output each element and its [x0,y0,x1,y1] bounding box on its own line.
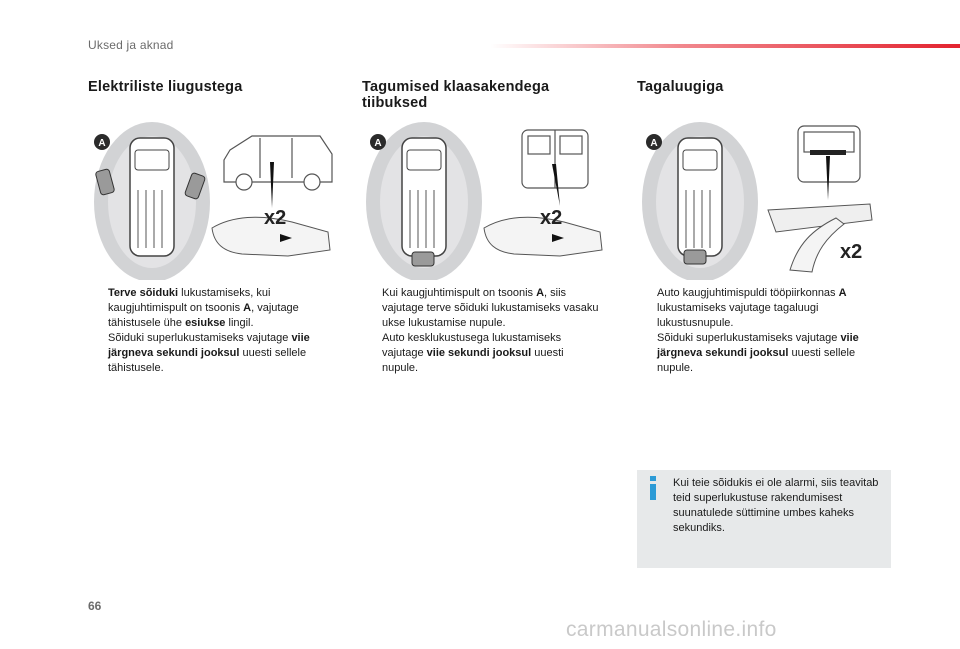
body-text: Kui kaugjuhtimispult on tsoonis [382,287,537,299]
body-text: uuesti sellele tähistusele. [108,347,307,374]
svg-text:A: A [374,138,382,149]
section-header-title: Uksed ja aknad [88,38,174,52]
info-note-text: Kui teie sõidukis ei ole alarmi, siis teavitab teid superlukustuse rakendumisest suunatulede süttimine umbes kaheks sekundiks. [673,477,879,534]
instruction-item [637,286,887,331]
press-count-label: x2 [264,207,287,229]
illustration-tailgate [640,120,890,280]
body-text: Auto kesklukustusega lukustamiseks vajutage [382,332,562,359]
emphasis-text: viie sekundi jooksul [426,347,532,359]
emphasis-text: Terve sõiduki [108,287,179,299]
body-text: uuesti nupule. [382,347,564,374]
instructions-sliding-doors [88,286,338,376]
emphasis-text: A [838,287,847,299]
instruction-item [362,331,602,376]
info-note [637,470,891,568]
instruction-item [637,331,887,376]
body-text: lingil. [225,317,254,329]
body-text: uuesti sellele nupule. [657,347,856,374]
column-title-tailgate: Tagaluugiga [637,79,724,95]
zone-label: A [98,138,106,149]
emphasis-text: viie järgneva sekundi jooksul [108,332,310,359]
instructions-tailgate [637,286,887,376]
body-text: , vajutage tähistusele ühe [108,302,299,329]
body-text: Sõiduki superlukustamiseks vajutage [108,332,292,344]
instruction-item [88,286,338,331]
header-accent-bar [490,44,960,48]
svg-text:x2: x2 [840,241,863,263]
instruction-item [362,286,602,331]
svg-text:A: A [650,138,658,149]
body-text: , siis vajutage terve sõiduki lukustamiseks vasaku ukse lukustamise nupule. [382,287,599,329]
watermark: carmanualsonline.info [566,618,777,641]
illustration-rear-doors [364,120,614,280]
emphasis-text: viie järgneva sekundi jooksul [657,332,859,359]
svg-text:x2: x2 [540,207,563,229]
body-text: Auto kaugjuhtimispuldi tööpiirkonnas [657,287,839,299]
illustration-sliding-doors [92,120,342,280]
instructions-rear-doors [362,286,602,376]
column-title-sliding-doors: Elektriliste liugustega [88,79,243,95]
body-text: lukustamiseks, kui kaugjuhtimispult on tsoonis [108,287,271,314]
page-number: 66 [88,599,102,613]
info-icon [648,476,658,500]
body-text: Sõiduki superlukustamiseks vajutage [657,332,841,344]
body-text: lukustamiseks vajutage tagaluugi lukustusnupule. [657,302,819,329]
emphasis-text: esiukse [185,317,226,329]
column-title-rear-doors: Tagumised klaasakendega tiibuksed [362,79,550,111]
emphasis-text: A [243,302,252,314]
emphasis-text: A [536,287,545,299]
instruction-item [88,331,338,376]
